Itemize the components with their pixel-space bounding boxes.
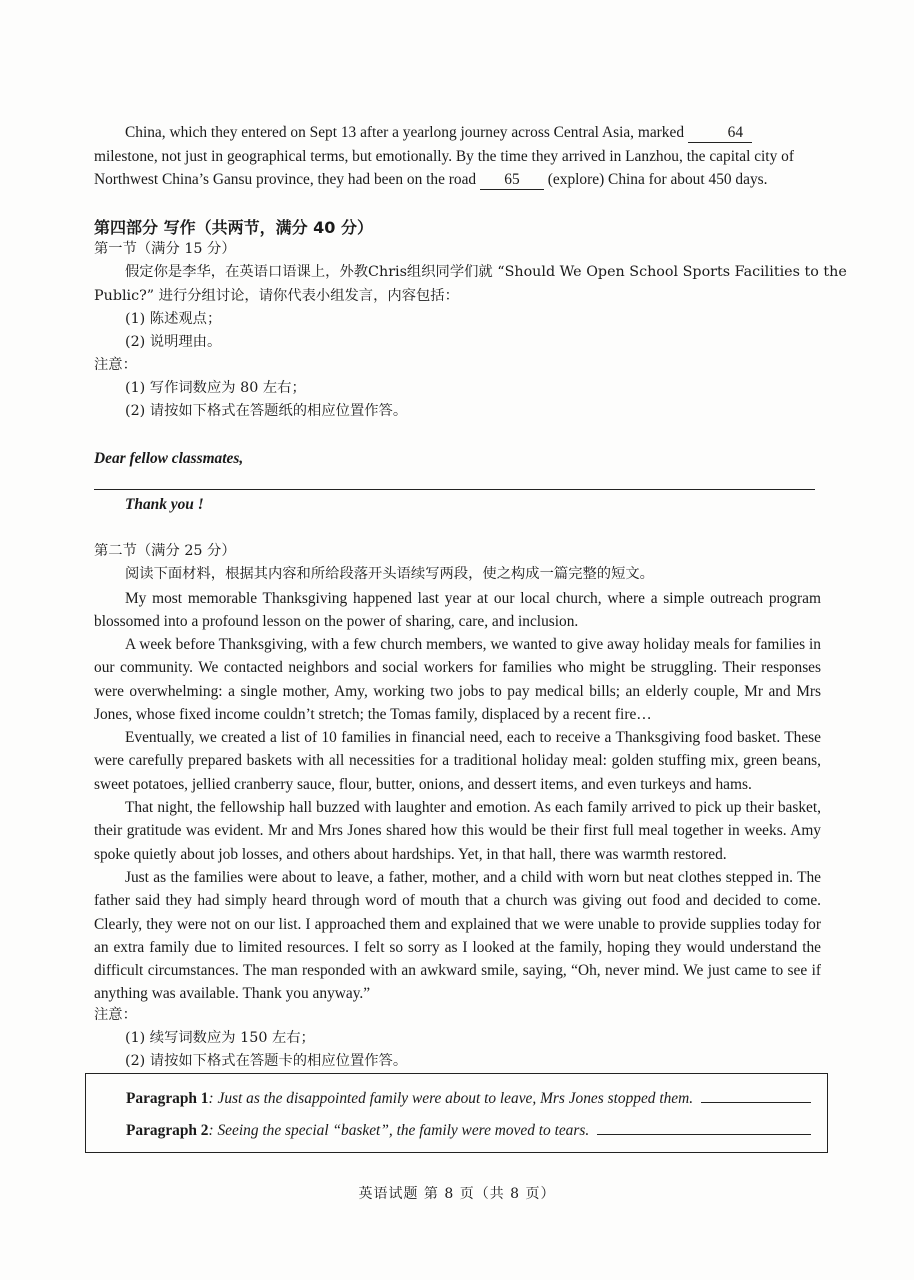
paragraph-2-line bbox=[126, 1120, 811, 1140]
closing: Thank you ! bbox=[125, 496, 204, 513]
story-paragraph-1: My most memorable Thanksgiving happened last year at our local church, where a simple outreach program blossomed into a profound lesson on the power of sharing, care, and inclusion. bbox=[94, 590, 821, 631]
sec1-note-2: (2) 请按如下格式在答题纸的相应位置作答。 bbox=[125, 403, 408, 419]
part4-title: 第四部分 写作（共两节，满分 40 分） bbox=[94, 218, 373, 237]
paragraph-2-label: Paragraph 2 bbox=[126, 1122, 209, 1139]
answer-format-box bbox=[85, 1073, 828, 1153]
writing-line bbox=[94, 489, 815, 490]
greeting: Dear fellow classmates, bbox=[94, 450, 244, 467]
passage-text: (explore) China for about 450 days. bbox=[543, 171, 768, 188]
passage-text: China, which they entered on Sept 13 after a yearlong journey across Central Asia, marked bbox=[125, 124, 688, 141]
sec1-note-label: 注意： bbox=[94, 357, 137, 373]
blank-65: 65 bbox=[480, 171, 544, 190]
sec2-instruction: 阅读下面材料，根据其内容和所给段落开头语续写两段，使之构成一篇完整的短文。 bbox=[125, 566, 654, 582]
sec2-heading: 第二节（满分 25 分） bbox=[94, 543, 236, 559]
sec1-heading: 第一节（满分 15 分） bbox=[94, 241, 236, 257]
sec1-prompt-line-2: Public?” 进行分组讨论，请你代表小组发言，内容包括： bbox=[94, 288, 459, 304]
story-paragraph-5: Just as the families were about to leave, a father, mother, and a child with worn but neat clothes stepped in. The father said they had simply heard through word of mouth that a church was giving out food and decided to come. Clearly, they were not on our list. I approached them and explained that we were unable to provide supplies today for an extra family due to limited resources. I felt so sorry as I looked at the family, hoping they would understand the difficult circumstances. The man responded with an awkward smile, saying, “Oh, never mind. We just came to see if anything was available. Thank you anyway.” bbox=[94, 869, 821, 1003]
passage-line-3 bbox=[94, 168, 821, 191]
blank-64: 64 bbox=[688, 124, 752, 143]
story-paragraph-2: A week before Thanksgiving, with a few church members, we wanted to give away holiday meals for families in our community. We contacted neighbors and social workers for families who might be struggling. Their responses were overwhelming: a single mother, Amy, working two jobs to pay medical bills; an elderly couple, Mr and Mrs Jones, whose fixed income couldn’t stretch; the Tomas family, displaced by a recent fire… bbox=[94, 636, 821, 723]
sec1-note-1: (1) 写作词数应为 80 左右； bbox=[125, 380, 306, 396]
page-footer: 英语试题 第 8 页（共 8 页） bbox=[358, 1186, 556, 1202]
sec1-item-2: (2) 说明理由。 bbox=[125, 334, 222, 350]
passage-line-1 bbox=[94, 121, 821, 144]
sec1-prompt-line-1: 假定你是李华，在英语口语课上，外教Chris组织同学们就 “Should We Open School Sports Facilities to the bbox=[125, 264, 847, 280]
story-paragraph-3: Eventually, we created a list of 10 families in financial need, each to receive a Thanksgiving food basket. These were carefully prepared baskets with all necessities for a traditional holiday meal: golden stuffing mix, green beans, sweet potatoes, jellied cranberry sauce, flour, butter, onions, and dessert items, and even turkeys and hams. bbox=[94, 729, 821, 793]
passage-line-2: milestone, not just in geographical terms, but emotionally. By the time they arrived in Lanzhou, the capital city of bbox=[94, 148, 794, 165]
sec2-note-label: 注意： bbox=[94, 1007, 137, 1023]
paragraph-1-text: : Just as the disappointed family were about to leave, Mrs Jones stopped them. bbox=[208, 1090, 694, 1107]
paragraph-1-fill-line bbox=[701, 1088, 811, 1103]
sec2-note-1: (1) 续写词数应为 150 左右； bbox=[125, 1030, 315, 1046]
paragraph-1-line bbox=[126, 1088, 811, 1108]
paragraph-2-text: : Seeing the special “basket”, the family were moved to tears. bbox=[208, 1122, 590, 1139]
paragraph-2-fill-line bbox=[597, 1120, 811, 1135]
sec1-item-1: (1) 陈述观点； bbox=[125, 311, 222, 327]
paragraph-1-label: Paragraph 1 bbox=[126, 1090, 209, 1107]
story-paragraph-4: That night, the fellowship hall buzzed with laughter and emotion. As each family arrived to pick up their basket, their gratitude was evident. Mr and Mrs Jones shared how this would be their first full meal together in weeks. Amy spoke quietly about job losses, and others about hardships. Yet, in that hall, there was warmth restored. bbox=[94, 799, 821, 863]
sec2-note-2: (2) 请按如下格式在答题卡的相应位置作答。 bbox=[125, 1053, 408, 1069]
passage-text: Northwest China’s Gansu province, they had been on the road bbox=[94, 171, 480, 188]
